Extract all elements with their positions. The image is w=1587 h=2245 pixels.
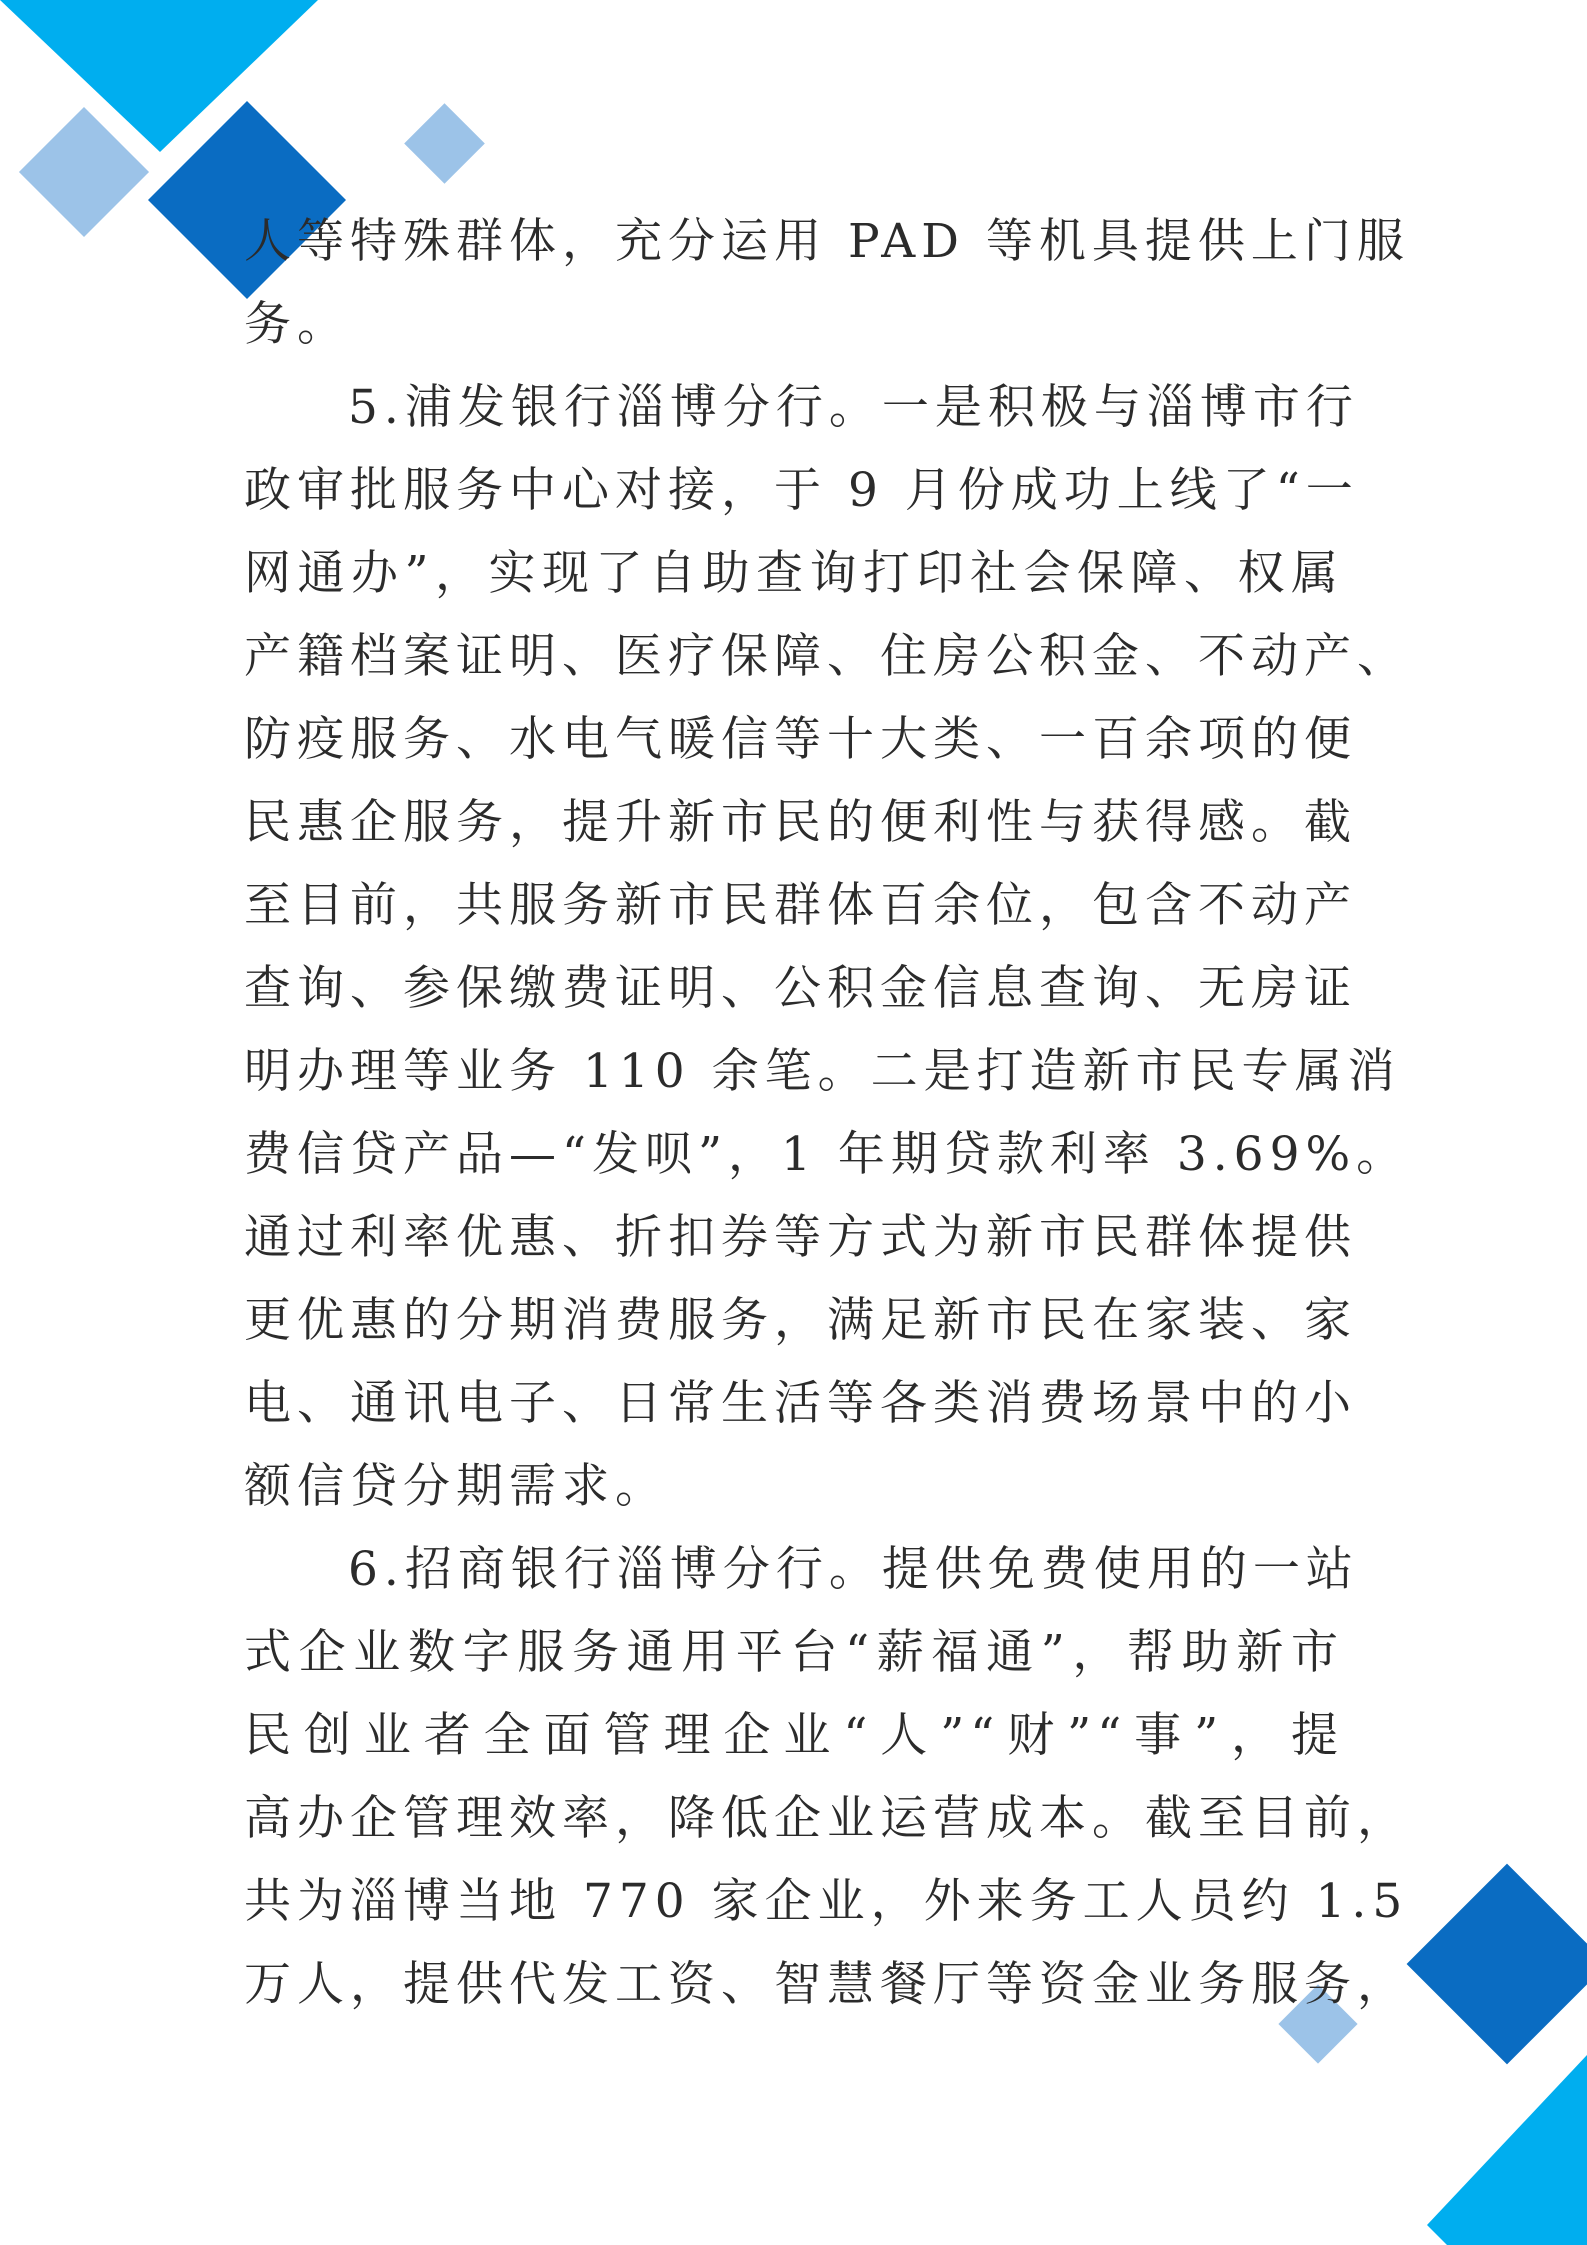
paragraph-start-line: 6.招商银行淄博分行。提供免费使用的一站: [348, 1542, 1359, 1597]
text-line: 共为淄博当地 770 家企业，外来务工人员约 1.5: [244, 1874, 1409, 1929]
text-line: 式企业数字服务通用平台“薪福通”，帮助新市: [244, 1625, 1344, 1680]
text-line: 人等特殊群体，充分运用 PAD 等机具提供上门服: [244, 214, 1410, 269]
text-line: 网通办”，实现了自助查询打印社会保障、权属: [244, 546, 1344, 601]
paragraph-start-line: 5.浦发银行淄博分行。一是积极与淄博市行: [348, 380, 1359, 435]
text-line: 电、通讯电子、日常生活等各类消费场景中的小: [244, 1376, 1357, 1431]
text-line: 防疫服务、水电气暖信等十大类、一百余项的便: [244, 712, 1357, 767]
document-body: [244, 200, 1410, 2026]
text-line: 至目前，共服务新市民群体百余位，包含不动产: [244, 878, 1357, 933]
text-line: 通过利率优惠、折扣券等方式为新市民群体提供: [244, 1210, 1357, 1265]
text-line: 额信贷分期需求。: [244, 1459, 668, 1514]
text-line: 高办企管理效率，降低企业运营成本。截至目前，: [244, 1791, 1410, 1846]
text-line: 民创业者全面管理企业“人”“财”“事”，提: [244, 1708, 1344, 1763]
text-line: 民惠企服务，提升新市民的便利性与获得感。截: [244, 795, 1357, 850]
text-line: 费信贷产品—“发呗”，1 年期贷款利率 3.69%。: [244, 1127, 1410, 1182]
text-line: 政审批服务中心对接，于 9 月份成功上线了“一: [244, 463, 1359, 518]
text-line: 更优惠的分期消费服务，满足新市民在家装、家: [244, 1293, 1357, 1348]
bottom-dark-diamond-decoration: [1407, 1864, 1587, 2065]
text-line: 务。: [244, 297, 350, 352]
text-line: 明办理等业务 110 余笔。二是打造新市民专属消: [244, 1044, 1401, 1099]
text-line: 万人，提供代发工资、智慧餐厅等资金业务服务，: [244, 1957, 1410, 2012]
text-line: 产籍档案证明、医疗保障、住房公积金、不动产、: [244, 629, 1410, 684]
bottom-right-triangle-decoration: [1427, 2055, 1587, 2245]
text-line: 查询、参保缴费证明、公积金信息查询、无房证: [244, 961, 1357, 1016]
corner-shape: [1427, 2055, 1587, 2245]
small-diamond-decoration: [404, 103, 485, 184]
